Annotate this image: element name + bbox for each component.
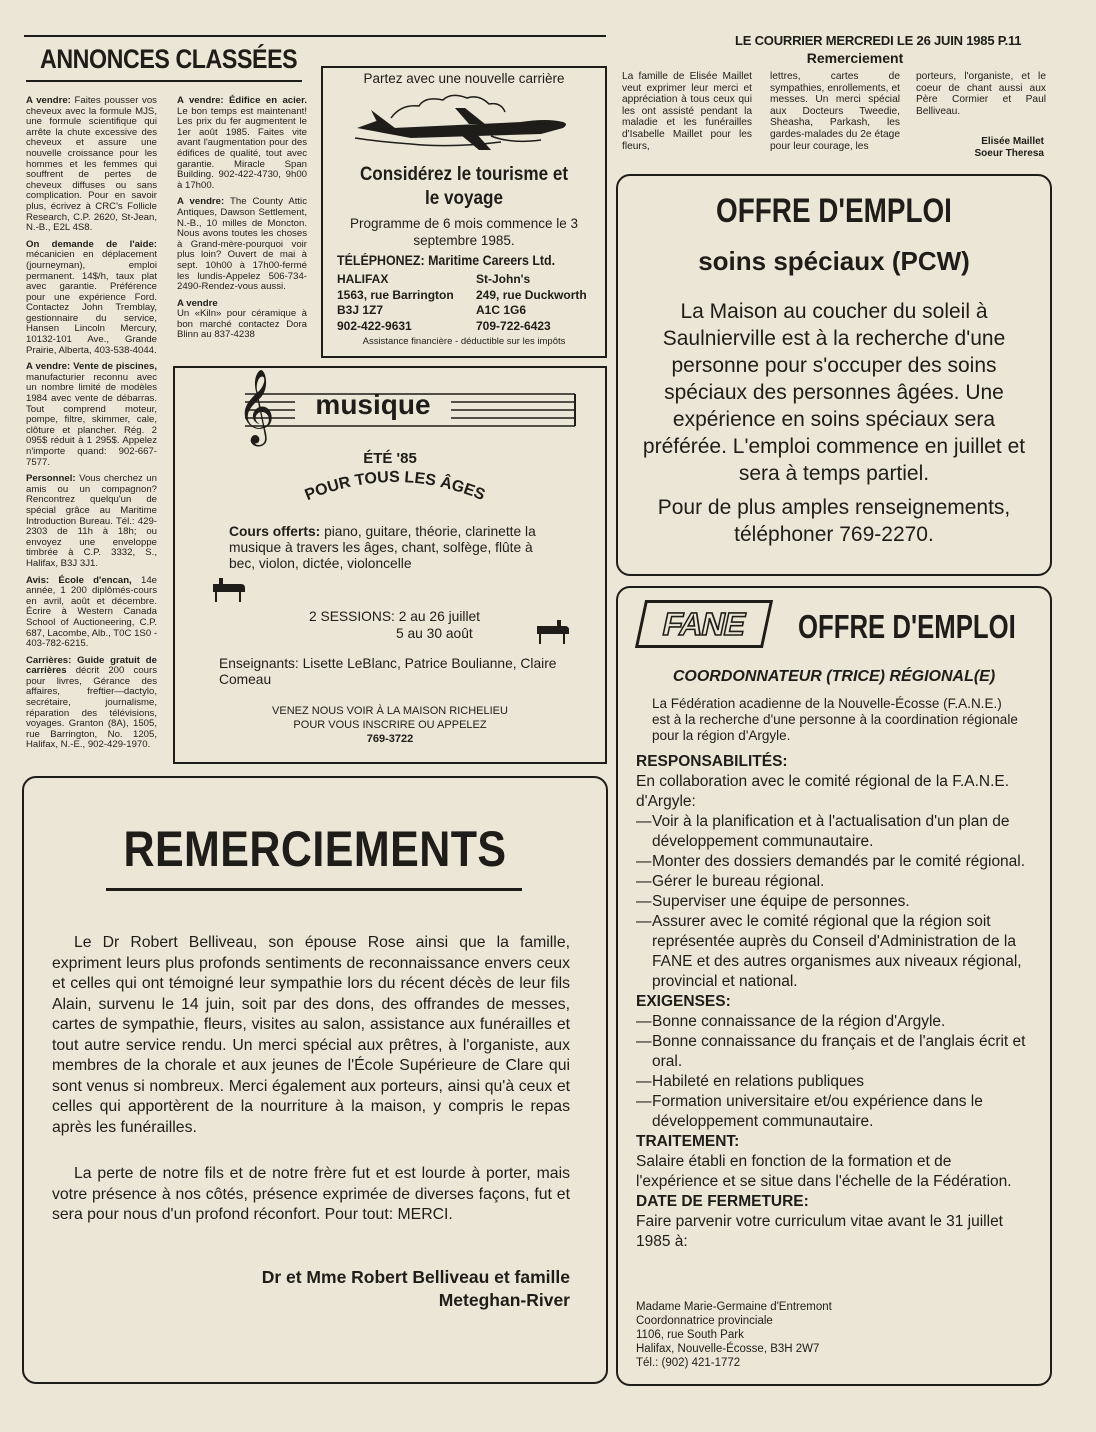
- treble-clef-icon: 𝄞: [237, 370, 275, 444]
- list-item: A vendre: Vente de piscines, manufacturier reconnu avec un nombre limité de modèles 1984 avec vente de débarras. Tout comprend moteur, pompe, filtre, skimmer, cale, clôture et plancher. Rég. 2 095$ réduit à 1 295$. Appelez n'importe quand: 902-667-7577.: [26, 361, 157, 468]
- top-rule-left: [24, 35, 606, 37]
- classifieds-column-2: [177, 96, 307, 347]
- remerciements-ad: [22, 776, 608, 1384]
- fane-req-label: EXIGENSES:: [636, 993, 731, 1010]
- music-banner: musique: [315, 389, 431, 420]
- job-pcw-contact: Pour de plus amples renseignements, téléphoner 769-2270.: [657, 496, 1011, 546]
- tourism-headline-1: Considérez le tourisme et: [359, 164, 569, 185]
- fane-intro: La Fédération acadienne de la Nouvelle-Écosse (F.A.N.E.) est à la recherche d'une personne à la coordination régionale pour la région d'Argyle.: [652, 696, 1018, 743]
- fane-details: [636, 752, 1030, 1252]
- remerciements-signature: Dr et Mme Robert Belliveau et famille Meteghan-River: [261, 1267, 570, 1310]
- piano-icon: [535, 620, 571, 646]
- list-item: — Formation universitaire et/ou expérience dans le développement communautaire.: [636, 1093, 983, 1130]
- fane-logo: FANE: [635, 600, 773, 648]
- piano-icon: [211, 578, 247, 604]
- music-ad: [173, 366, 607, 764]
- list-item: — Habileté en relations publiques: [636, 1073, 864, 1090]
- list-item: — Bonne connaissance de la région d'Argyle.: [636, 1013, 946, 1030]
- remerciement-small-title: Remerciement: [806, 50, 904, 66]
- list-item: On demande de l'aide: mécanicien en déplacement (journeyman), emploi permanent. 14$/h, taux plat avec garantie. Préférence pour une expérience Ford. Contactez John Tremblay, gestionnaire du service, Hansen Lincoln Mercury, 10132-101 Ave., Grande Prairie, Alberta, 403-538-4044.: [26, 238, 157, 356]
- list-item: — Monter des dossiers demandés par le comité régional.: [636, 853, 1026, 870]
- list-item: — Assurer avec le comité régional que la région soit représentée auprès du Conseil d'Administration de la FANE et des autres organismes aux niveaux régional, provincial et national.: [636, 913, 1022, 990]
- tourism-footnote: Assistance financière - déductible sur les impôts: [362, 336, 566, 347]
- fane-resp-label: RESPONSABILITÉS:: [636, 753, 788, 770]
- fane-close: Faire parvenir votre curriculum vitae avant le 31 juillet 1985 à:: [636, 1213, 1003, 1250]
- music-teachers: Enseignants: Lisette LeBlanc, Patrice Boulianne, Claire Comeau: [219, 656, 557, 687]
- music-sessions: 2 SESSIONS: 2 au 26 juillet 5 au 30 août: [309, 609, 481, 641]
- fane-resp-intro: En collaboration avec le comité régional de la F.A.N.E. d'Argyle:: [636, 773, 1010, 810]
- music-arc-text: [285, 466, 505, 512]
- list-item: A vendre Un «Kiln» pour céramique à bon marché contactez Dora Blinn au 837-4238: [177, 297, 307, 341]
- classifieds-title-rule: [26, 80, 302, 82]
- tourism-program: Programme de 6 mois commence le 3 septembre 1985.: [349, 216, 579, 248]
- music-cta: VENEZ NOUS VOIR À LA MAISON RICHELIEU POUR VOUS INSCRIRE OU APPELEZ 769-3722: [272, 705, 508, 745]
- list-item: — Voir à la planification et à l'actualisation d'un plan de développement communautaire.: [636, 813, 1010, 850]
- tourism-stjohns-address: St-John's 249, rue Duckworth A1C 1G6 709-722-6423: [476, 272, 587, 333]
- music-season: ÉTÉ '85: [363, 450, 417, 467]
- remerciements-rule: [106, 888, 522, 891]
- list-item: — Superviser une équipe de personnes.: [636, 893, 910, 910]
- tourism-tagline: Partez avec une nouvelle carrière: [363, 71, 565, 86]
- job-pcw-ad: [616, 174, 1052, 576]
- remerciements-title: REMERCIEMENTS: [123, 821, 507, 877]
- list-item: A vendre: Édifice en acier. Le bon temps est maintenant! Les prix du fer augmentent le 1er août 1985. Faites vite avant l'augmentation pour des édifices de qualité, tout avec garantie. Miracle Span Building. 902-422-4730, 9h00 à 17h00.: [177, 95, 307, 191]
- fane-address: Madame Marie-Germaine d'Entremont Coordonnatrice provinciale 1106, rue South Park Halifax, Nouvelle-Écosse, B3H 2W7 Tél.: (902) 421-1772: [636, 1301, 832, 1369]
- fane-salary: Salaire établi en fonction de la formation et de l'expérience et se situe dans l'échelle de la Fédération.: [636, 1153, 1012, 1190]
- remerciements-para2: La perte de notre fils et de notre frère fut et est lourde à porter, mais votre présence à nos côtés, présence exprimée de diverses façons, fut et sera pour nous d'un profond réconfort. Pour tout: MERCI.: [52, 1165, 570, 1223]
- fane-job-ad: [616, 586, 1052, 1386]
- job-pcw-title: OFFRE D'EMPLOI: [716, 192, 952, 230]
- remerciements-para1: Le Dr Robert Belliveau, son épouse Rose ainsi que la famille, expriment leurs plus profonds sentiments de reconnaissance envers ceux et celles qui ont témoigné leur sympathie lors du récent décès de leur fils Alain, survenu le 14 juin, soit par des dons, des offrandes de messes, cartes de sympathie, fleurs, visites au salon, assistance aux funérailles et tout autre service rendu. Un merci spécial aux prêtres, à l'organiste, aux membres de la chorale et aux jeunes de l'École Supérieure de Clare qui sont venus si nombreux. Merci également aux porteurs, ainsi qu'à ceux et celles qui apportèrent de la nourriture à la maison, y compris le repas après les funérailles.: [52, 934, 570, 1136]
- remerciement-small-signature: Elisée Maillet Soeur Theresa: [974, 136, 1044, 159]
- list-item: A vendre: Faites pousser vos cheveux avec la formule MJS, une formule scientifique qui arrête la chute excessive des cheveux et assure une nouvelle croissance pour les hommes et les femmes qui souffrent de pertes de cheveux diffuses ou sans complication. Pour en savoir plus, écrivez à CRC's Follicle Research, C.P. 2620, St-Jean, N.-B., E2L 4S8.: [26, 95, 157, 234]
- list-item: A vendre: The County Attic Antiques, Dawson Settlement, N.-B., 10 milles de Moncton. Nous avons toutes les choses à Grand-mère-pourquoi voir plus loin? Ouvert de mai à sept. 10h00 à 17h00-fermé les lundis-Appelez 506-734-2490-Rendez-vous aussi.: [177, 196, 307, 293]
- remerciement-small-col3: porteurs, l'organiste, et le coeur de chant aussi aux Père Cormier et Paul Belliveau.: [916, 71, 1046, 117]
- list-item: Avis: École d'encan, 14e année, 1 200 diplômés-cours en avril, août et décembre. Écrire à Western Canada School of Auctioneering, C.P. 687, Lacombe, Alb., T0C 1S0 - 403-782-6215.: [26, 574, 158, 650]
- tourism-halifax-address: HALIFAX 1563, rue Barrington B3J 1Z7 902-422-9631: [337, 272, 454, 333]
- airplane-icon: [351, 92, 576, 157]
- fane-title: OFFRE D'EMPLOI: [798, 608, 1016, 645]
- svg-text:POUR TOUS LES ÂGES: POUR TOUS LES ÂGES: [302, 468, 488, 505]
- job-pcw-body: La Maison au coucher du soleil à Saulnierville est à la recherche d'une personne pour s'occuper des soins spéciaux des personnes âgées. Une expérience en soins spéciaux sera préférée. L'emploi commence en juillet et sera à temps partiel.: [642, 300, 1026, 485]
- remerciement-small-col1: La famille de Elisée Maillet veut exprimer leur merci et appréciation à tous ceux qui les ont assisté pendant la maladie et les funérailles d'Isabelle Maillet pour les fleurs,: [622, 71, 752, 152]
- classifieds-title: ANNONCES CLASSÉES: [40, 44, 298, 74]
- fane-close-label: DATE DE FERMETURE:: [636, 1193, 809, 1210]
- list-item: Carrières: Guide gratuit de carrières décrit 200 cours pour livres, Gérance des affaires, freftier—dactylo, secrétaire, journalisme, réparation des télévisions, voyages. Granton (8A), 1505, rue Barrington, No. 1205, Halifax, N.-E., 902-429-1970.: [26, 654, 157, 751]
- list-item: — Gérer le bureau régional.: [636, 873, 825, 890]
- list-item: — Bonne connaissance du français et de l'anglais écrit et oral.: [636, 1033, 1026, 1070]
- remerciement-small-col2: lettres, cartes de sympathies, enrollements, et messes. Un merci spécial aux Docteurs Tweedie, Sheasha, Parkash, les gardes-malades du 2e étage pour leur courage, les: [770, 71, 900, 152]
- list-item: Personnel: Vous cherchez un amis ou un compagnon? Rencontrez quelqu'un de spécial grâce au Maritime Introduction Bureau. Tél.: 429-2303 de 11h à 18h; ou envoyez une enveloppe timbrée à C.P. 3332, S., Halifax, B3J 3J1.: [26, 473, 157, 569]
- fane-position: COORDONNATEUR (TRICE) RÉGIONAL(E): [672, 668, 996, 685]
- fane-salary-label: TRAITEMENT:: [636, 1133, 740, 1150]
- tourism-phone-label: TÉLÉPHONEZ: Maritime Careers Ltd.: [337, 253, 556, 268]
- music-courses: Cours offerts: piano, guitare, théorie, clarinette la musique à travers les âges, chant, solfège, flûte à bec, violon, dictée, violoncelle: [229, 524, 536, 571]
- masthead: LE COURRIER MERCREDI LE 26 JUIN 1985 P.11: [735, 33, 1022, 48]
- tourism-headline-2: le voyage: [425, 188, 503, 209]
- classifieds-column-1: [26, 96, 157, 757]
- tourism-ad: [321, 66, 607, 358]
- job-pcw-subtitle: soins spéciaux (PCW): [698, 246, 970, 276]
